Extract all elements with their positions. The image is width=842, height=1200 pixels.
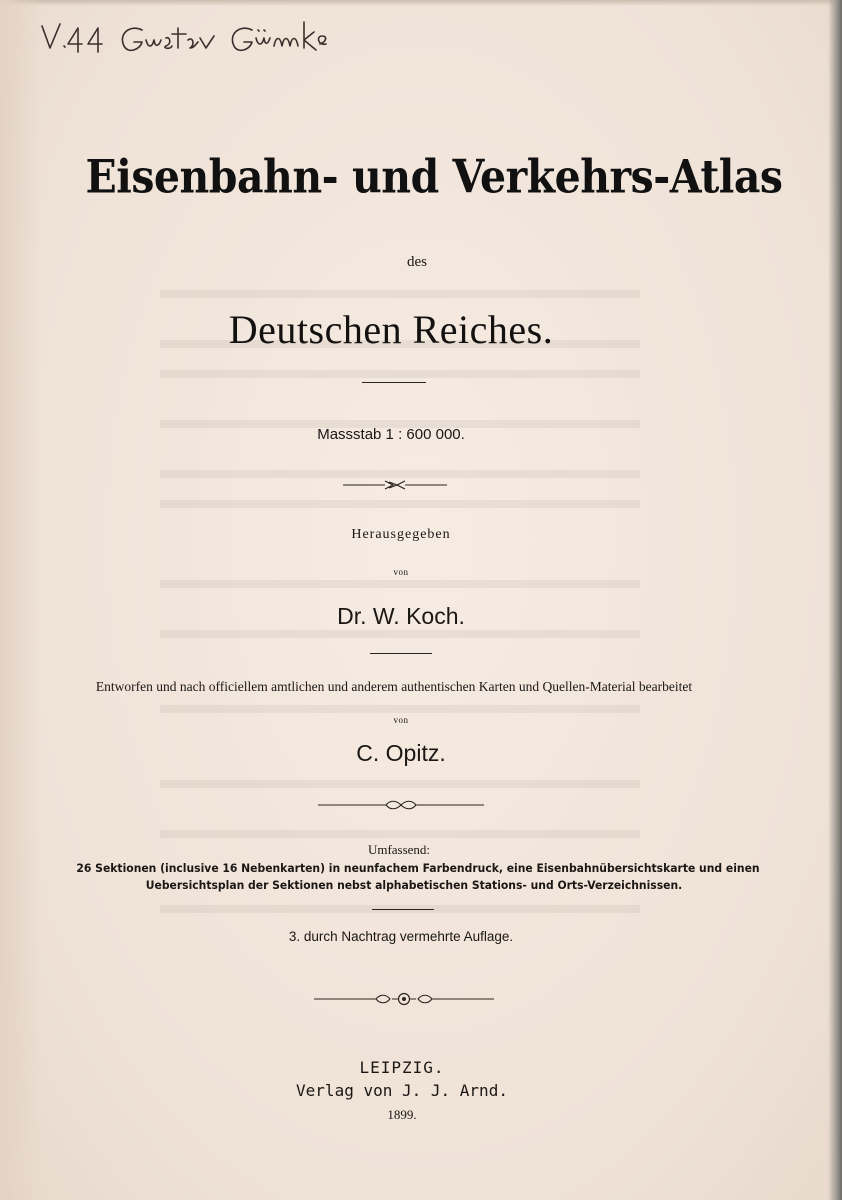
preposition-des: des xyxy=(407,254,427,270)
contents-label: Umfassend: xyxy=(367,842,431,857)
ornament-divider xyxy=(343,478,447,492)
imprint-publisher: Verlag von J. J. Arnd. xyxy=(296,1081,508,1100)
divider-rule xyxy=(372,909,434,910)
map-scale: Massstab 1 : 600 000. xyxy=(317,426,465,443)
imprint-city: LEIPZIG. xyxy=(359,1058,445,1077)
imprint-year: 1899. xyxy=(387,1107,417,1122)
designer-credit-text: Entworfen und nach officiellem amtlichen und anderem authentischen Karten und Quellen-Material bearbeitet xyxy=(95,679,693,694)
ornament-divider xyxy=(318,798,484,812)
contents-line-1: 26 Sektionen (inclusive 16 Nebenkarten) in neunfachem Farbendruck, eine Eisenbahnübersichtskarte und einen xyxy=(76,861,760,875)
handwritten-signature xyxy=(38,16,338,64)
ornament-divider xyxy=(314,990,494,1008)
editor-label: Herausgegeben xyxy=(351,527,451,542)
edition-note: 3. durch Nachtrag vermehrte Auflage. xyxy=(288,929,514,944)
designer-name: C. Opitz. xyxy=(356,740,446,766)
atlas-subtitle: Deutschen Reiches. xyxy=(228,307,554,352)
contents-line-2: Uebersichtsplan der Sektionen nebst alphabetischen Stations- und Orts-Verzeichnissen. xyxy=(145,878,683,892)
page-edge-top xyxy=(0,0,842,6)
designer-von: von xyxy=(393,715,409,725)
divider-rule xyxy=(370,653,432,654)
editor-name: Dr. W. Koch. xyxy=(337,603,465,629)
atlas-title: Eisenbahn- und Verkehrs-Atlas xyxy=(85,150,783,204)
divider-rule xyxy=(362,382,426,383)
editor-von: von xyxy=(393,567,409,577)
